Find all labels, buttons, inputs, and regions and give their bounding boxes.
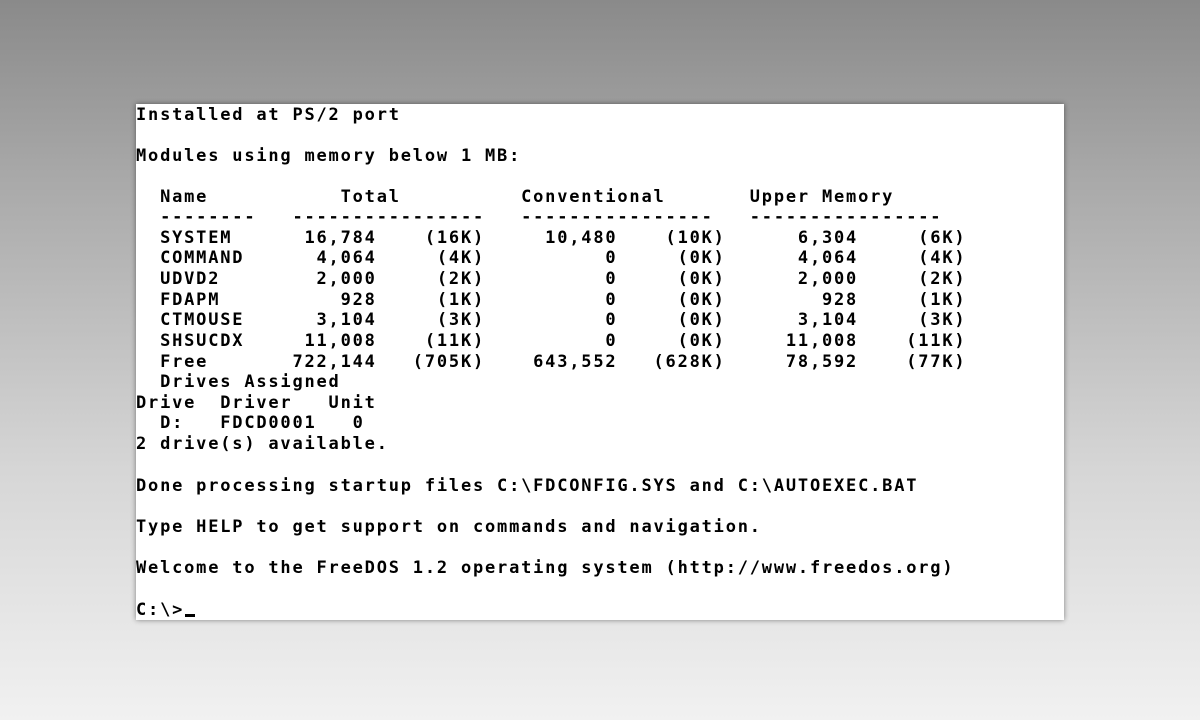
dos-console-screen[interactable] [136,104,1064,620]
modules-heading: Modules using memory below 1 MB: [136,146,522,166]
memory-table-row: SYSTEM 16,784 (16K) 10,480 (10K) 6,304 (6K) [136,228,967,248]
drive-table-row: D: FDCD0001 0 [136,413,365,433]
text-cursor [185,614,195,617]
drive-table-header: Drive Driver Unit [136,393,377,413]
help-hint-line: Type HELP to get support on commands and navigation. [136,517,762,537]
memory-table-row: FDAPM 928 (1K) 0 (0K) 928 (1K) [136,290,967,310]
drives-assigned-heading: Drives Assigned [136,372,341,392]
welcome-line: Welcome to the FreeDOS 1.2 operating system (http://www.freedos.org) [136,558,955,578]
command-prompt: C:\> [136,600,185,620]
memory-table-separator: -------- ---------------- ---------------- ---------------- [136,207,943,227]
memory-table-row: COMMAND 4,064 (4K) 0 (0K) 4,064 (4K) [136,248,967,268]
memory-table-row: SHSUCDX 11,008 (11K) 0 (0K) 11,008 (11K) [136,331,967,351]
drives-available-line: 2 drive(s) available. [136,434,389,454]
command-prompt-line[interactable] [136,600,195,620]
ps2-port-line: Installed at PS/2 port [136,105,401,125]
memory-table-row: CTMOUSE 3,104 (3K) 0 (0K) 3,104 (3K) [136,310,967,330]
memory-table-row: Free 722,144 (705K) 643,552 (628K) 78,592 (77K) [136,352,967,372]
memory-table-header: Name Total Conventional Upper Memory [136,187,895,207]
memory-table-row: UDVD2 2,000 (2K) 0 (0K) 2,000 (2K) [136,269,967,289]
startup-done-line: Done processing startup files C:\FDCONFIG.SYS and C:\AUTOEXEC.BAT [136,476,919,496]
